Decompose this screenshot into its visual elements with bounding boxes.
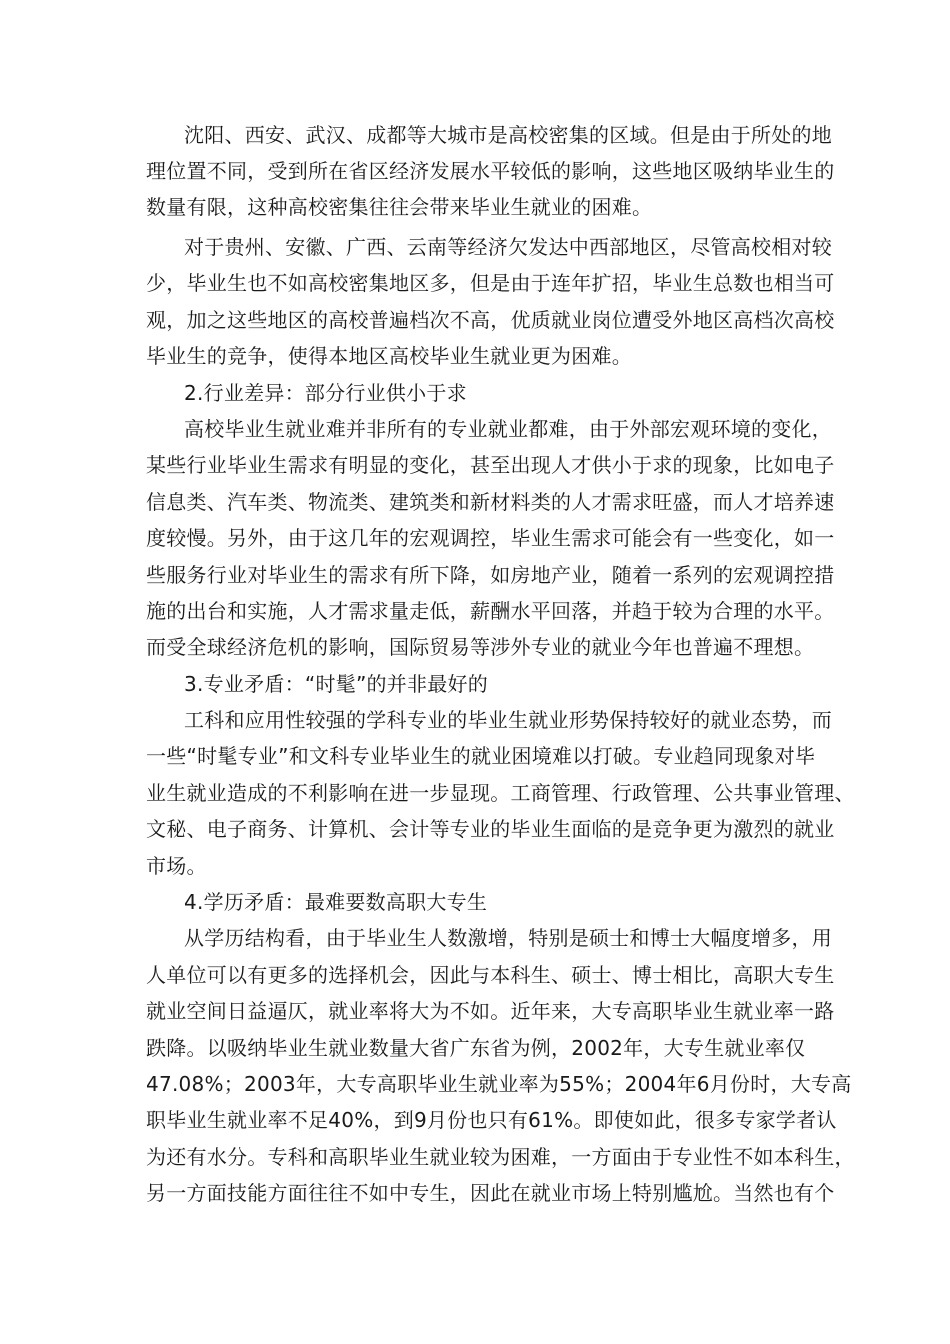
text-line: 文秘、电子商务、计算机、会计等专业的毕业生面临的是竞争更为激烈的就业	[146, 817, 835, 841]
text-line: 沈阳、西安、武汉、成都等大城市是高校密集的区域。但是由于所处的地	[184, 123, 832, 147]
text-line: 47.08%；2003年，大专高职毕业生就业率为55%；2004年6月份时，大专高	[146, 1072, 852, 1096]
text-line: 理位置不同，受到所在省区经济发展水平较低的影响，这些地区吸纳毕业生的	[146, 159, 835, 183]
section-heading: 4.学历矛盾：最难要数高职大专生	[184, 890, 488, 914]
text-line: 跌降。以吸纳毕业生就业数量大省广东省为例，2002年，大专生就业率仅	[146, 1036, 806, 1060]
text-line: 业生就业造成的不利影响在进一步显现。工商管理、行政管理、公共事业管理、	[146, 781, 855, 805]
text-line: 度较慢。另外，由于这几年的宏观调控，毕业生需求可能会有一些变化，如一	[146, 526, 835, 550]
text-line: 施的出台和实施，人才需求量走低，薪酬水平回落，并趋于较为合理的水平。	[146, 599, 835, 623]
text-line: 为还有水分。专科和高职毕业生就业较为困难，一方面由于专业性不如本科生，	[146, 1145, 855, 1169]
text-line: 而受全球经济危机的影响，国际贸易等涉外专业的就业今年也普遍不理想。	[146, 635, 815, 659]
text-line: 信息类、汽车类、物流类、建筑类和新材料类的人才需求旺盛，而人才培养速	[146, 490, 835, 514]
text-line: 另一方面技能方面往往不如中专生，因此在就业市场上特别尴尬。当然也有个	[146, 1181, 835, 1205]
text-line: 观，加之这些地区的高校普遍档次不高，优质就业岗位遭受外地区高档次高校	[146, 308, 835, 332]
text-line: 对于贵州、安徽、广西、云南等经济欠发达中西部地区，尽管高校相对较	[184, 235, 832, 259]
section-heading: 2.行业差异：部分行业供小于求	[184, 381, 467, 405]
text-line: 从学历结构看，由于毕业生人数激增，特别是硕士和博士大幅度增多，用	[184, 926, 832, 950]
text-line: 一些“时髦专业”和文科专业毕业生的就业困境难以打破。专业趋同现象对毕	[146, 744, 816, 768]
text-line: 数量有限，这种高校密集往往会带来毕业生就业的困难。	[146, 195, 653, 219]
text-line: 就业空间日益逼仄，就业率将大为不如。近年来，大专高职毕业生就业率一路	[146, 999, 835, 1023]
section-heading: 3.专业矛盾：“时髦”的并非最好的	[184, 672, 489, 696]
text-line: 高校毕业生就业难并非所有的专业就业都难，由于外部宏观环境的变化，	[184, 417, 832, 441]
text-line: 市场。	[146, 854, 207, 878]
text-line: 某些行业毕业生需求有明显的变化，甚至出现人才供小于求的现象，比如电子	[146, 453, 835, 477]
text-line: 些服务行业对毕业生的需求有所下降，如房地产业，随着一系列的宏观调控措	[146, 563, 835, 587]
text-line: 工科和应用性较强的学科专业的毕业生就业形势保持较好的就业态势，而	[184, 708, 832, 732]
text-line: 毕业生的竞争，使得本地区高校毕业生就业更为困难。	[146, 344, 632, 368]
text-line: 人单位可以有更多的选择机会，因此与本科生、硕士、博士相比，高职大专生	[146, 963, 835, 987]
text-line: 职毕业生就业率不足40%，到9月份也只有61%。即使如此，很多专家学者认	[146, 1108, 837, 1132]
text-line: 少，毕业生也不如高校密集地区多，但是由于连年扩招，毕业生总数也相当可	[146, 271, 835, 295]
